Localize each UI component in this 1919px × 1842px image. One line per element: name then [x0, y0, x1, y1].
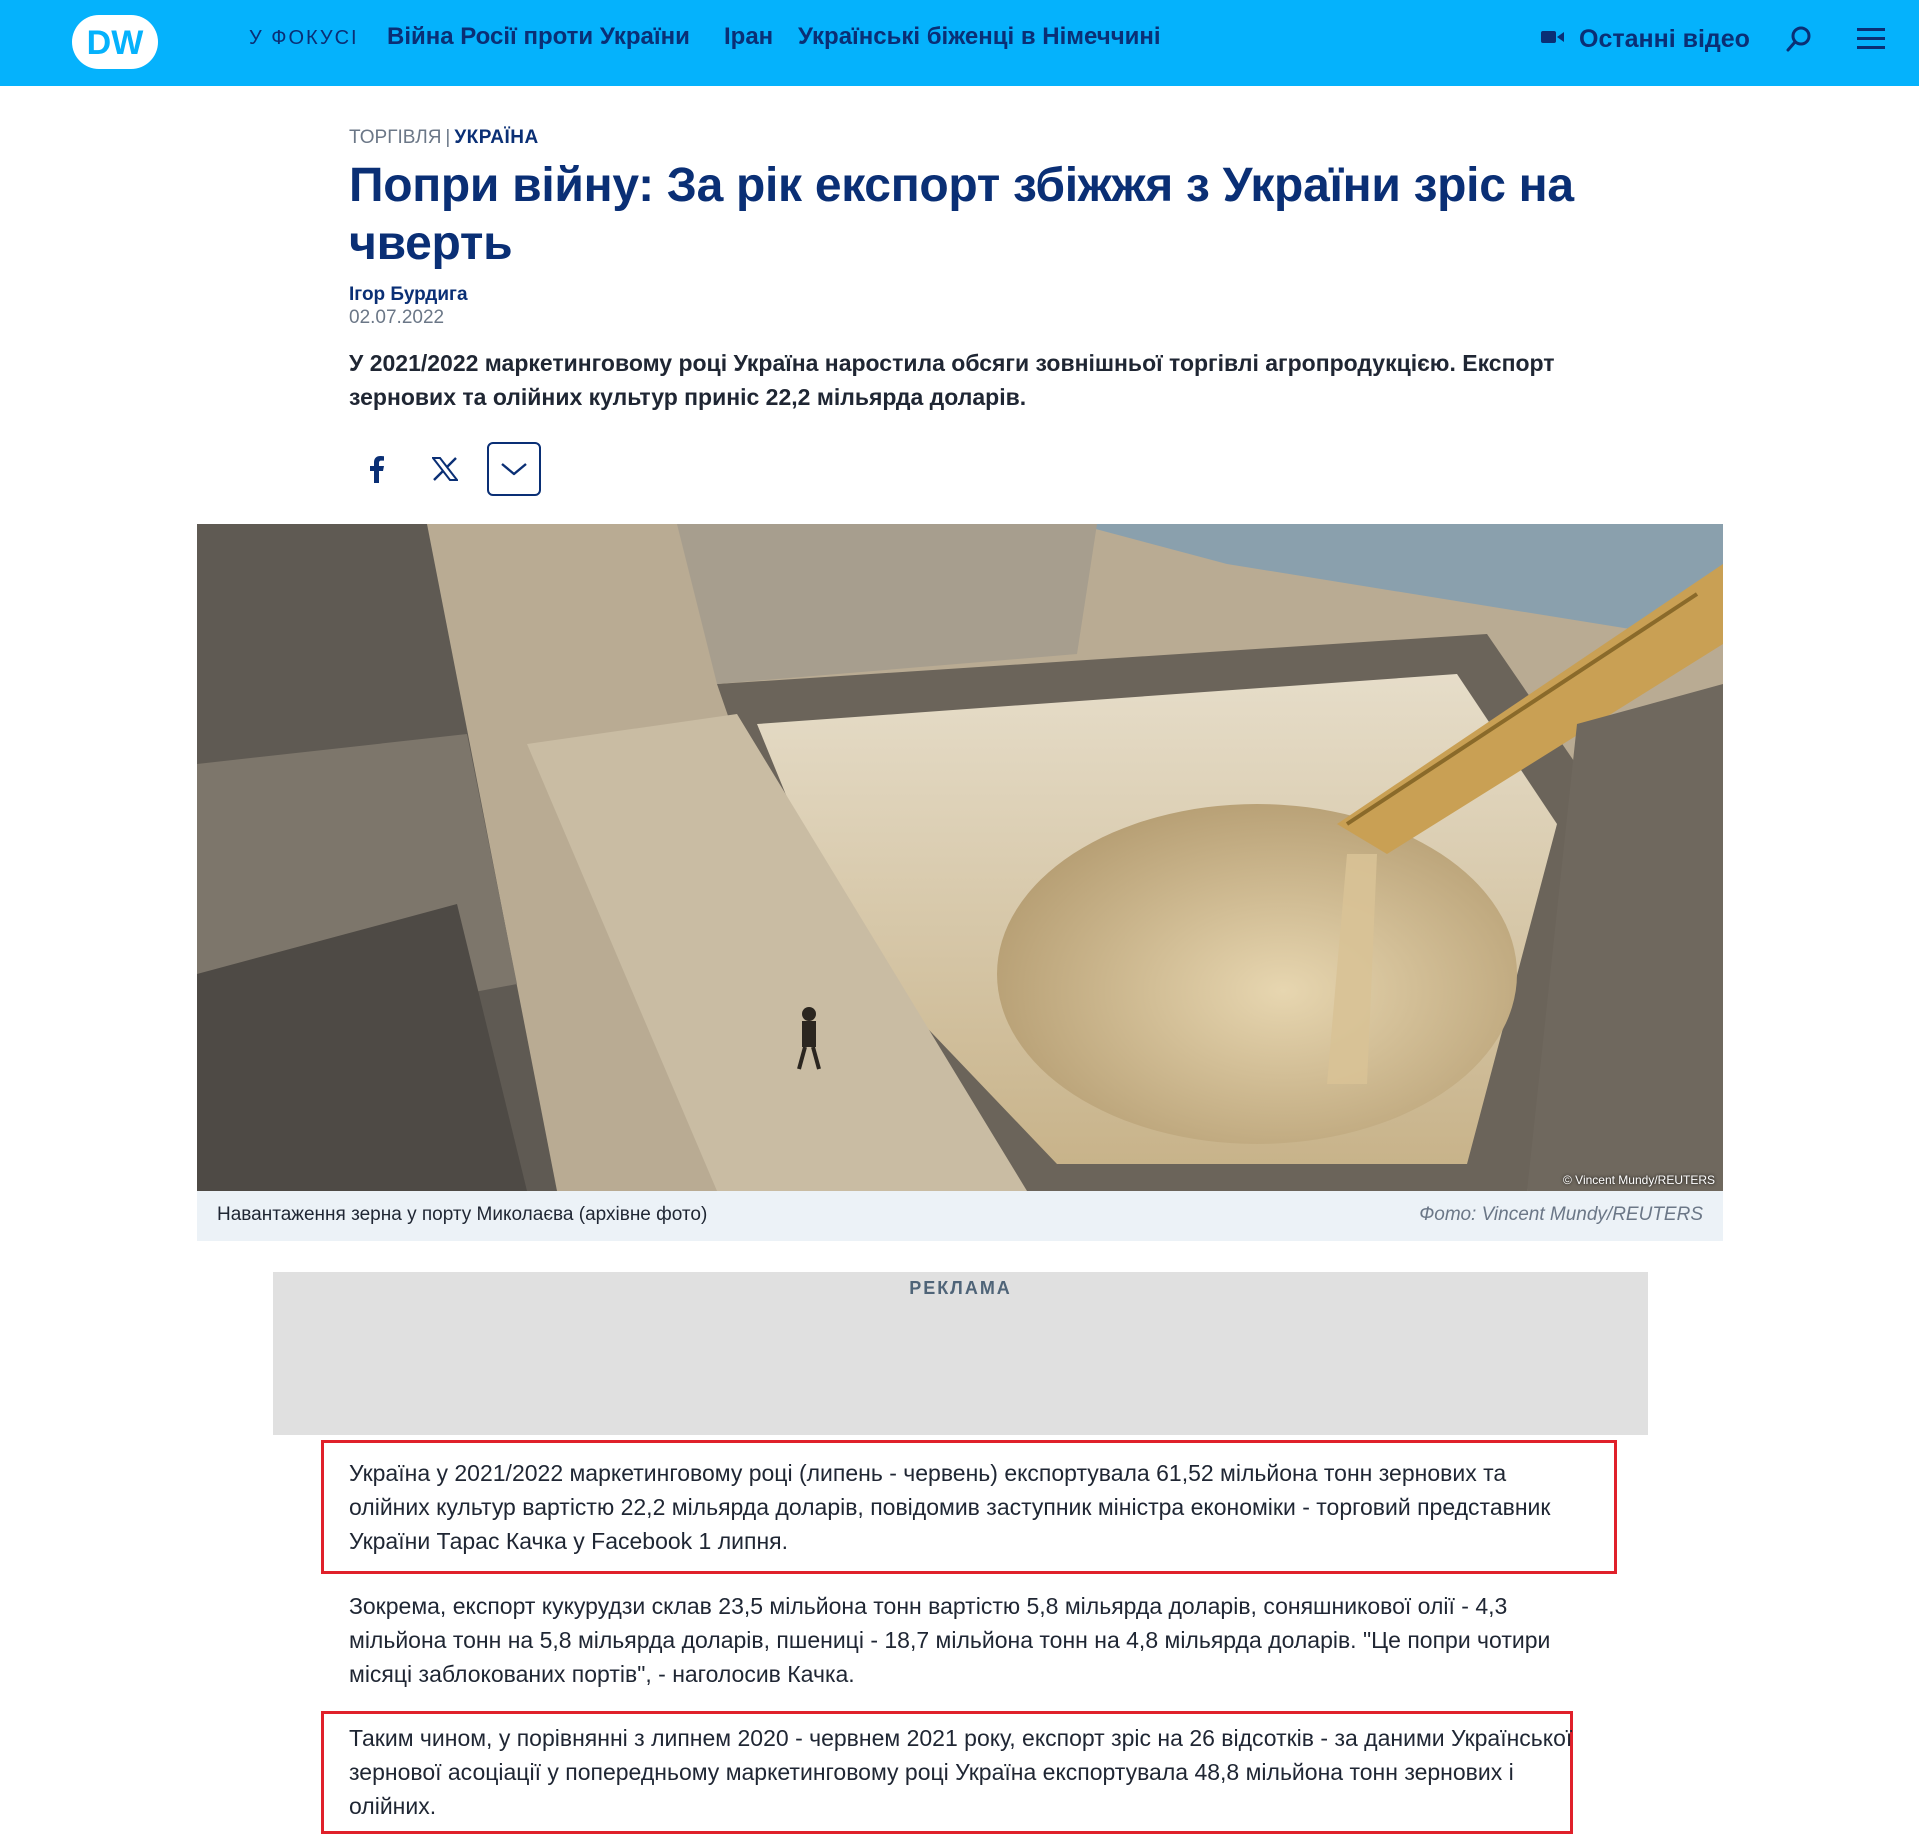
- logo-text: DW: [86, 24, 144, 62]
- top-navigation-bar: [0, 0, 1919, 86]
- search-icon: [1784, 24, 1814, 54]
- advertisement-slot[interactable]: [273, 1272, 1648, 1435]
- share-facebook-button[interactable]: [349, 442, 403, 496]
- share-more-button[interactable]: [487, 442, 541, 496]
- article-kicker: [349, 127, 539, 149]
- facebook-icon: [366, 455, 386, 483]
- hamburger-menu-icon: [1856, 24, 1886, 54]
- article-paragraph-2: Зокрема, експорт кукурудзи склав 23,5 мільйона тонн вартістю 5,8 мільярда доларів, соняшникової олії - 4,3 мільйона тонн на 5,8 мільярда доларів, пшениці - 18,7 мільйона тонн на 4,8 мільярда доларів. "Це попри чотири місяці заблокованих портів", - наголосив Качка.: [349, 1593, 1551, 1687]
- latest-videos-link[interactable]: [1541, 22, 1750, 56]
- grain-ship-photo: [197, 524, 1723, 1191]
- image-caption-bar: [197, 1191, 1723, 1241]
- nav-link-iran[interactable]: Іран: [724, 23, 774, 50]
- x-icon: [432, 457, 458, 481]
- article-paragraph-1: Україна у 2021/2022 маркетинговому році (липень - червень) експортувала 61,52 мільйона тонн зернових та олійних культур вартістю 22,2 мільярда доларів, повідомив заступник міністра економіки - торговий представник України Тарас Качка у Facebook 1 липня.: [349, 1460, 1551, 1554]
- ad-label: РЕКЛАМА: [909, 1278, 1012, 1298]
- latest-videos-label: Останні відео: [1579, 24, 1750, 53]
- dw-logo[interactable]: [72, 13, 158, 71]
- image-caption: Навантаження зерна у порту Миколаєва (архівне фото): [217, 1204, 708, 1225]
- focus-label: У ФОКУСІ: [249, 27, 359, 49]
- image-copyright: © Vincent Mundy/REUTERS: [1562, 1173, 1715, 1187]
- article-author[interactable]: Ігор Бурдига: [349, 284, 468, 305]
- search-button[interactable]: [1784, 24, 1814, 54]
- article-headline: Попри війну: За рік експорт збіжжя з України зріс на чверть: [349, 159, 1574, 270]
- kicker-region[interactable]: УКРАЇНА: [454, 127, 539, 148]
- share-x-button[interactable]: [418, 442, 472, 496]
- article-date: 02.07.2022: [349, 307, 445, 328]
- kicker-separator: |: [445, 127, 451, 148]
- video-camera-icon: [1541, 29, 1565, 50]
- article-hero-image[interactable]: [197, 524, 1723, 1191]
- nav-link-refugees-germany[interactable]: Українські біженці в Німеччині: [798, 23, 1161, 50]
- chevron-down-icon: [500, 461, 528, 477]
- hamburger-menu-button[interactable]: [1856, 24, 1886, 54]
- nav-link-russia-war[interactable]: Війна Росії проти України: [387, 23, 690, 50]
- article-lead: У 2021/2022 маркетинговому році Україна наростила обсяги зовнішньої торгівлі агропродукцією. Експорт зернових та олійних культур приніс 22,2 мільярда доларів.: [349, 350, 1555, 410]
- image-credit: Фото: Vincent Mundy/REUTERS: [1419, 1204, 1703, 1225]
- article-paragraph-3: Таким чином, у порівнянні з липнем 2020 - червнем 2021 року, експорт зріс на 26 відсотків - за даними Української зернової асоціації у попередньому маркетинговому році Україна експортувала 48,8 мільйона тонн зернових і олійних.: [349, 1725, 1573, 1819]
- kicker-category[interactable]: ТОРГІВЛЯ: [349, 127, 442, 148]
